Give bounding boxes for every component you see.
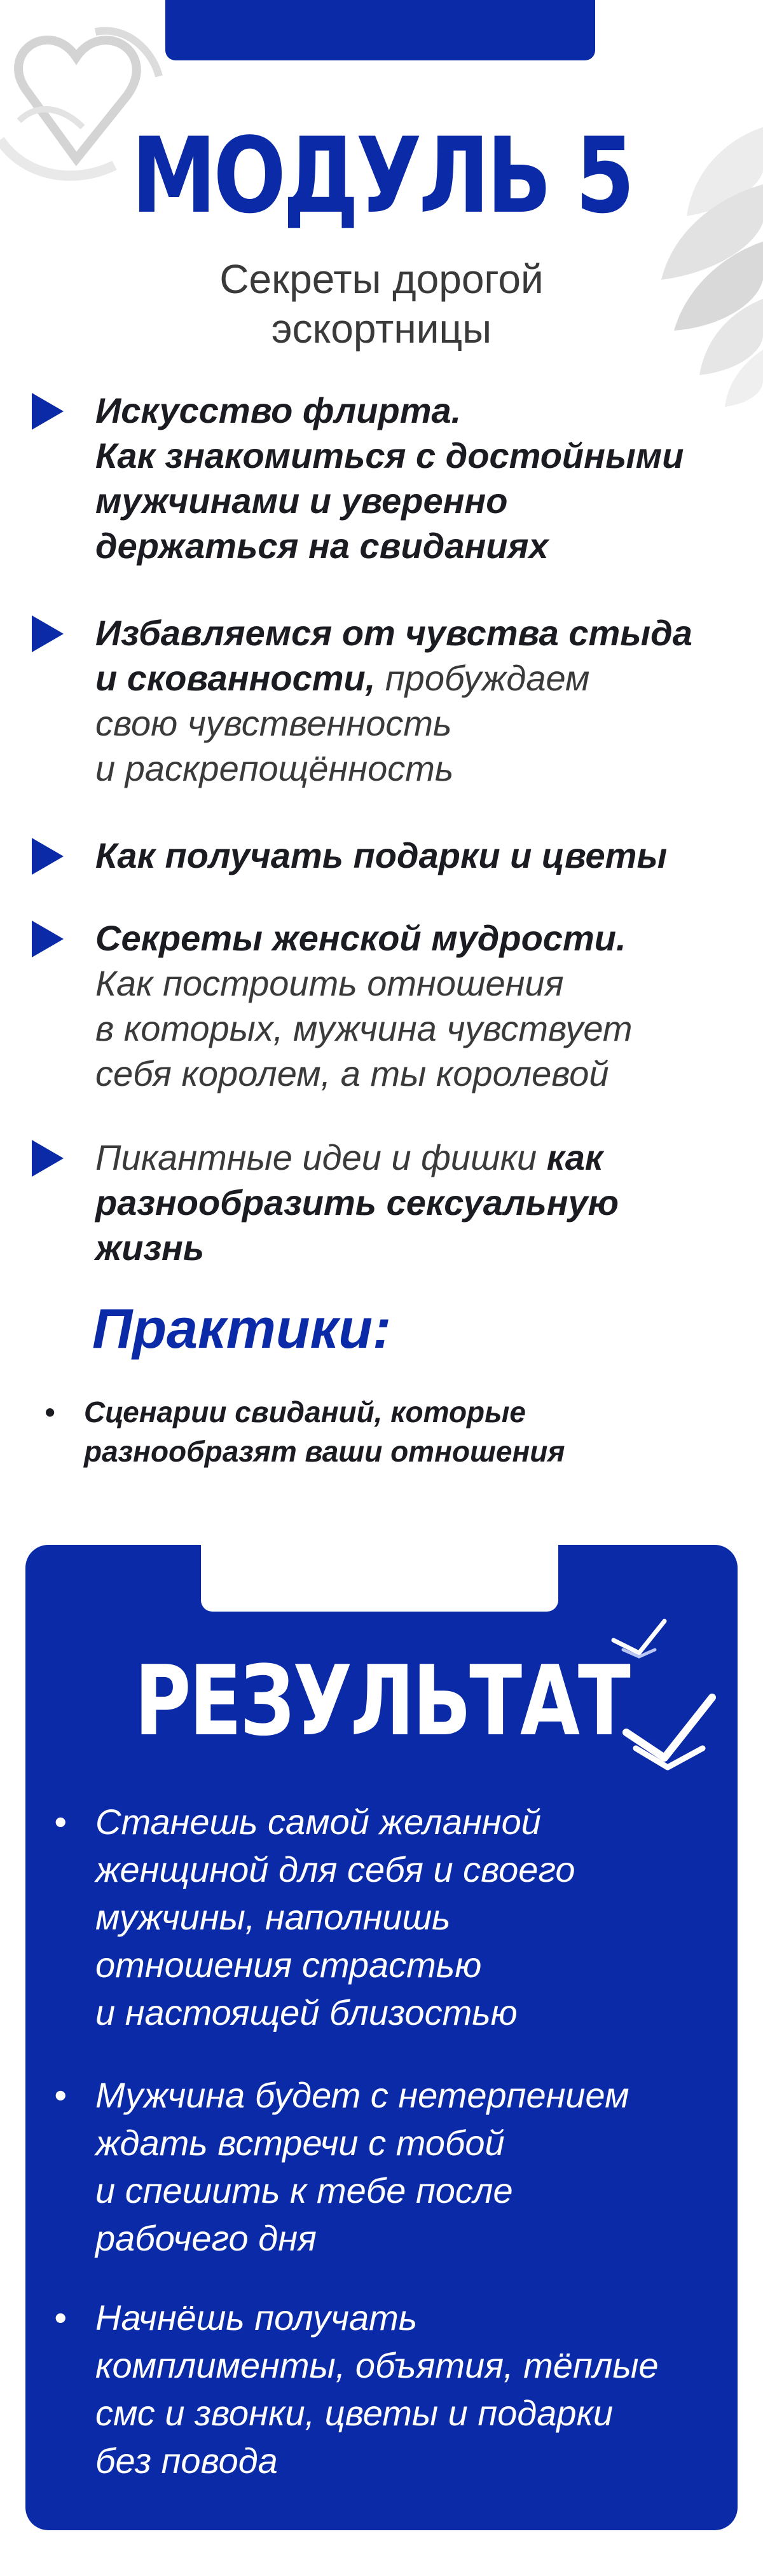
top-tab-decoration — [165, 0, 595, 60]
module-subtitle-line: Секреты дорогой — [219, 256, 544, 302]
bullet-text — [95, 388, 744, 568]
result-line: отношения страстью — [95, 1945, 482, 1985]
module-subtitle-line: эскортницы — [271, 306, 492, 352]
result-line: женщиной для себя и своего — [95, 1849, 575, 1889]
bullet-line-light: Пикантные идеи и фишки — [95, 1137, 547, 1177]
bullet-item — [32, 915, 731, 1106]
bullet-line: Избавляемся от чувства стыда — [95, 613, 692, 653]
result-line: и спешить к тебе после — [95, 2170, 513, 2210]
result-text — [95, 2294, 725, 2484]
bullet-line: в которых, мужчина чувствует — [95, 1008, 633, 1048]
result-line: рабочего дня — [95, 2218, 317, 2258]
practice-line: разнообразят ваши отношения — [84, 1435, 565, 1468]
bullet-line: жизнь — [95, 1228, 205, 1268]
bullet-line: держаться на свиданиях — [95, 526, 549, 566]
bullet-item — [32, 833, 731, 884]
result-line: мужчины, наполнишь — [95, 1897, 451, 1937]
triangle-play-icon — [32, 921, 64, 957]
result-text — [95, 2071, 725, 2262]
checkmark-icon — [620, 1688, 718, 1771]
bullet-line-light: пробуждаем — [375, 658, 590, 698]
bullet-text — [95, 1135, 744, 1270]
bullet-text — [95, 833, 744, 878]
practices-title: Практики: — [92, 1297, 392, 1360]
bullet-line: себя королем, а ты королевой — [95, 1053, 609, 1093]
bullet-line-bold: как — [546, 1137, 603, 1177]
bullet-line: свою чувственность — [95, 703, 452, 743]
bullet-line: Как знакомиться с достойными — [95, 435, 684, 476]
bullet-line-bold: и скованности, — [95, 658, 376, 698]
bullet-dot-icon: • — [54, 2298, 67, 2338]
practice-line: Сценарии свиданий, которые — [84, 1395, 526, 1428]
result-line: без повода — [95, 2441, 278, 2481]
bullet-line: Секреты женской мудрости. — [95, 918, 626, 958]
result-line: смс и звонки, цветы и подарки — [95, 2393, 614, 2433]
bullet-dot-icon: • — [54, 2075, 67, 2115]
result-line: Станешь самой желанной — [95, 1802, 541, 1842]
result-panel-notch — [201, 1545, 558, 1612]
bullet-item — [32, 388, 731, 572]
result-text — [95, 1798, 725, 2036]
result-line: комплименты, объятия, тёплые — [95, 2345, 659, 2385]
triangle-play-icon — [32, 1140, 64, 1177]
triangle-play-icon — [32, 393, 64, 430]
bullet-item — [32, 1135, 731, 1268]
bullet-dot-icon: • — [54, 1802, 67, 1842]
bullet-text — [95, 915, 744, 1096]
module-subtitle — [0, 254, 763, 353]
bullet-line: мужчинами и уверенно — [95, 481, 508, 521]
bullet-item — [32, 610, 731, 801]
bullet-line: Искусство флирта. — [95, 390, 462, 430]
result-line: Мужчина будет с нетерпением — [95, 2075, 629, 2115]
result-line: ждать встречи с тобой — [95, 2123, 505, 2163]
result-line: Начнёшь получать — [95, 2298, 418, 2338]
bullet-line: и раскрепощённость — [95, 748, 454, 788]
result-line: и настоящей близостью — [95, 1992, 518, 2032]
result-title: РЕЗУЛЬТАТ — [134, 1645, 629, 1757]
bullet-line: Как построить отношения — [95, 963, 564, 1003]
module-title: МОДУЛЬ 5 — [131, 115, 632, 236]
bullet-line: разнообразить сексуальную — [95, 1182, 619, 1223]
triangle-play-icon — [32, 615, 64, 652]
bullet-dot-icon: • — [45, 1395, 55, 1428]
bullet-line: Как получать подарки и цветы — [95, 835, 668, 875]
bullet-text — [95, 610, 744, 791]
triangle-play-icon — [32, 838, 64, 875]
practice-text — [84, 1392, 720, 1471]
